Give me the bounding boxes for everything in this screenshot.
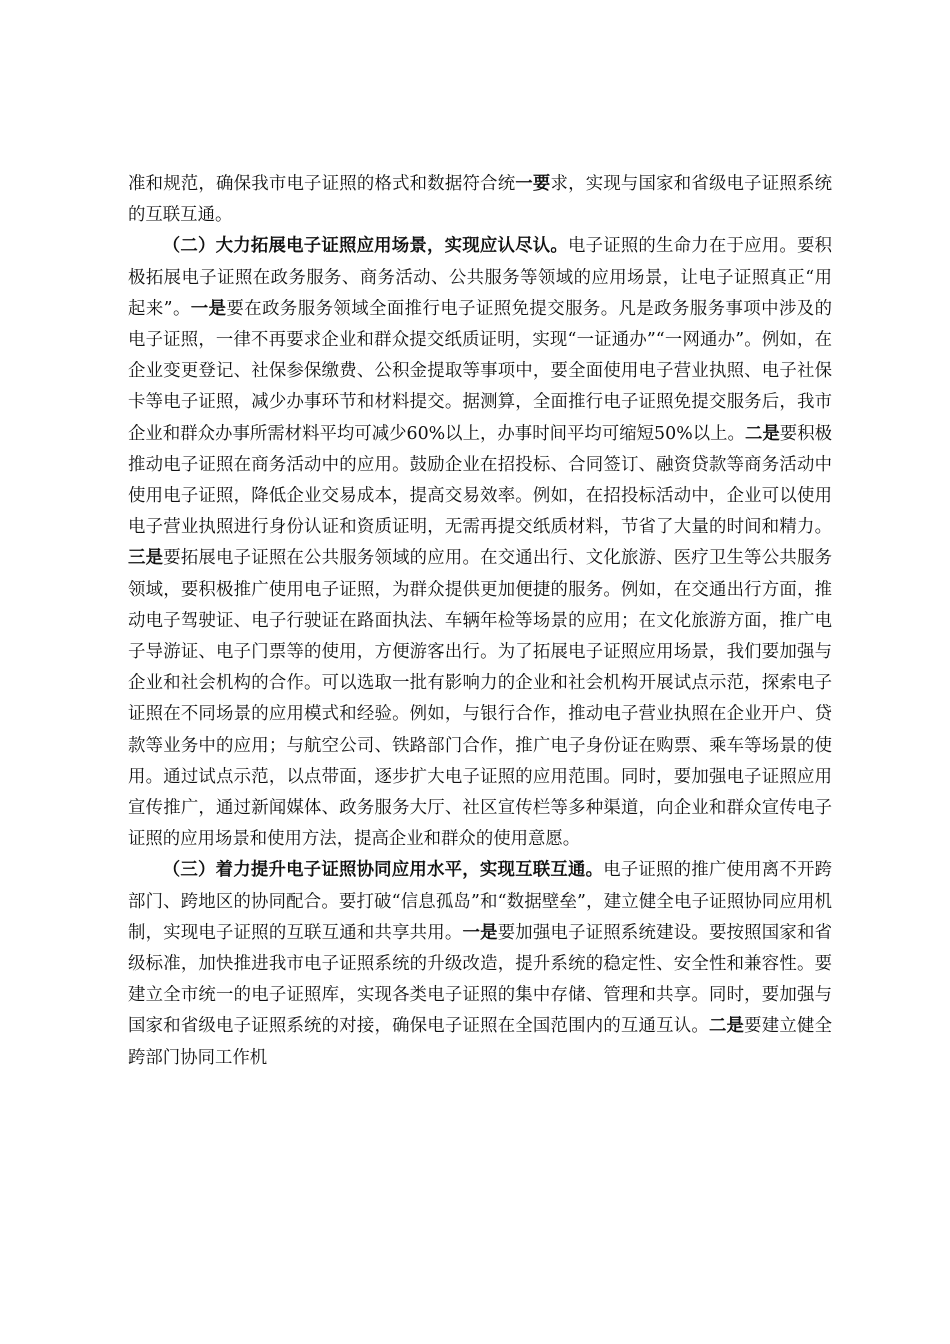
emphasis-text: 二是	[744, 423, 780, 444]
paragraph-text: 电子证照的生命力在于应用。要积极拓展电子证照在政务服务、商务活动、公共服务等领域的应用场景，让电子证照真正“用起来”。	[128, 236, 832, 319]
paragraph-text: 电子证照的推广使用离不开跨部门、跨地区的协同配合。要打破“信息孤岛”和“数据壁垒”，建立健全电子证照协同应用机制，实现电子证照的互联互通和共享共用。	[128, 860, 832, 943]
paragraph-text: 要加强电子证照系统建设。要按照国家和省级标准，加快推进我市电子证照系统的升级改造，提升系统的稳定性、安全性和兼容性。要建立全市统一的电子证照库，实现各类电子证照的集中存储、管理和共享。同时，要加强与国家和省级电子证照系统的对接，确保电子证照在全国范围内的互通互认。	[128, 922, 832, 1037]
section-heading: （二）大力拓展电子证照应用场景，实现应认尽认。	[162, 236, 568, 257]
paragraph-continuation	[128, 169, 832, 231]
document-page	[128, 169, 832, 1074]
paragraph-text: 要建立健全跨部门协同工作机	[128, 1016, 832, 1068]
section-paragraph-3	[128, 855, 832, 1073]
emphasis-text: 一要	[515, 174, 551, 194]
emphasis-text: 二是	[708, 1016, 745, 1037]
emphasis-text: 一是	[462, 922, 498, 943]
paragraph-text: 要拓展电子证照在公共服务领域的应用。在交通出行、文化旅游、医疗卫生等公共服务领域，要积极推广使用电子证照，为群众提供更加便捷的服务。例如，在交通出行方面，推动电子驾驶证、电子行驶证在路面执法、车辆年检等场景的应用；在文化旅游方面，推广电子导游证、电子门票等的使用，方便游客出行。为了拓展电子证照应用场景，我们要加强与企业和社会机构的合作。可以选取一批有影响力的企业和社会机构开展试点示范，探索电子证照在不同场景的应用模式和经验。例如，与银行合作，推动电子营业执照在企业开户、贷款等业务中的应用；与航空公司、铁路部门合作，推广电子身份证在购票、乘车等场景的使用。通过试点示范，以点带面，逐步扩大电子证照的应用范围。同时，要加强电子证照应用宣传推广，通过新闻媒体、政务服务大厅、社区宣传栏等多种渠道，向企业和群众宣传电子证照的应用场景和使用方法，提高企业和群众的使用意愿。	[128, 548, 832, 850]
section-heading: （三）着力提升电子证照协同应用水平，实现互联互通。	[162, 860, 604, 881]
paragraph-text: 准和规范，确保我市电子证照的格式和数据符合统	[128, 174, 516, 194]
section-paragraph-2	[128, 231, 832, 855]
paragraph-text: 求，实现与国家和省级电子证照系统的互联互通。	[128, 174, 832, 226]
emphasis-text: 一是	[190, 298, 227, 319]
paragraph-text: 要积极推动电子证照在商务活动中的应用。鼓励企业在招投标、合同签订、融资贷款等商务活动中使用电子证照，降低企业交易成本，提高交易效率。例如，在招投标活动中，企业可以使用电子营业执照进行身份认证和资质证明，无需再提交纸质材料，节省了大量的时间和精力。	[128, 423, 832, 538]
paragraph-text: 要在政务服务领域全面推行电子证照免提交服务。凡是政务服务事项中涉及的电子证照，一律不再要求企业和群众提交纸质证明，实现“一证通办”“一网通办”。例如，在企业变更登记、社保参保缴费、公积金提取等事项中，要全面使用电子营业执照、电子社保卡等电子证照，减少办事环节和材料提交。据测算，全面推行电子证照免提交服务后，我市企业和群众办事所需材料平均可减少60%以上，办事时间平均可缩短50%以上。	[128, 298, 832, 444]
emphasis-text: 三是	[128, 548, 164, 569]
